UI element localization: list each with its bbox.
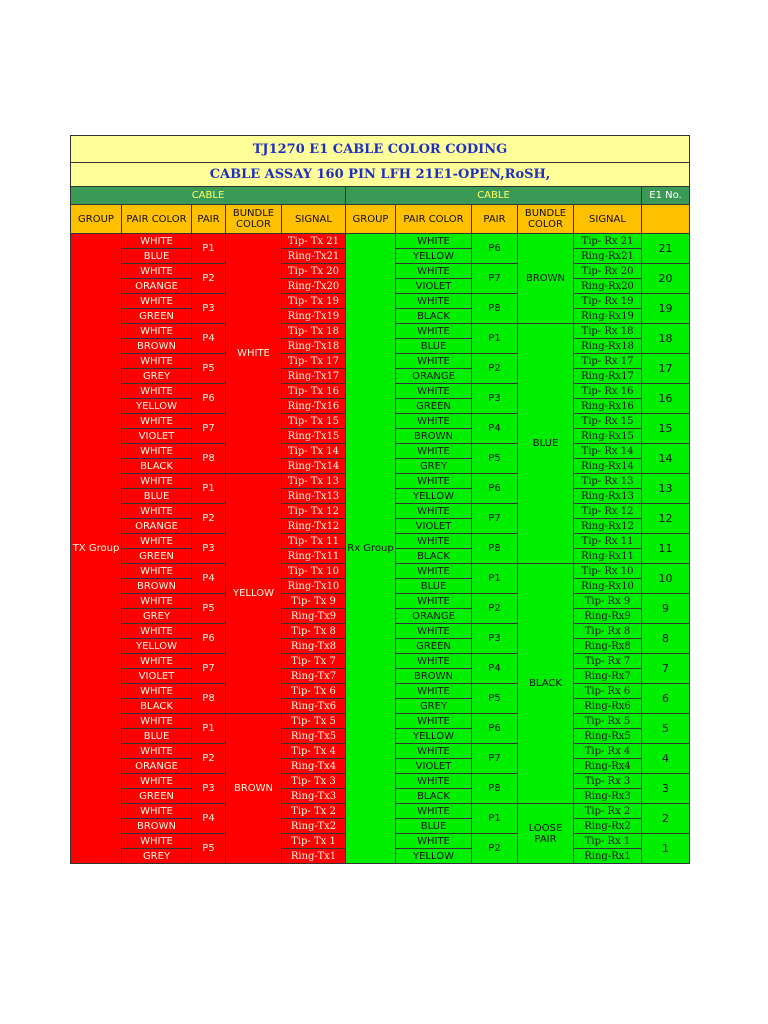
tx-signal-tip: Tip- Tx 21 xyxy=(282,234,346,249)
rx-signal-ring: Ring-Rx18 xyxy=(574,339,642,354)
rx-signal-tip: Tip- Rx 5 xyxy=(574,714,642,729)
rx-pair-number: P2 xyxy=(472,354,518,384)
e1-number: 10 xyxy=(642,564,690,594)
tx-pair-color-2: GREEN xyxy=(122,549,192,564)
tx-pair-number: P7 xyxy=(192,654,226,684)
tx-pair-color-1: WHITE xyxy=(122,534,192,549)
rx-signal-ring: Ring-Rx6 xyxy=(574,699,642,714)
tx-pair-color-1: WHITE xyxy=(122,414,192,429)
rx-signal-tip: Tip- Rx 21 xyxy=(574,234,642,249)
tx-signal-tip: Tip- Tx 13 xyxy=(282,474,346,489)
tx-pair-color-2: BROWN xyxy=(122,339,192,354)
tx-pair-color-2: VIOLET xyxy=(122,429,192,444)
rx-pair-number: P3 xyxy=(472,624,518,654)
rx-pair-color-1: WHITE xyxy=(396,294,472,309)
rx-pair-number: P2 xyxy=(472,594,518,624)
e1-number: 3 xyxy=(642,774,690,804)
rx-signal-tip: Tip- Rx 6 xyxy=(574,684,642,699)
rx-bundle-color: BLUE xyxy=(518,324,574,564)
rx-signal-ring: Ring-Rx19 xyxy=(574,309,642,324)
tx-pair-color-2: GREEN xyxy=(122,309,192,324)
e1-number: 19 xyxy=(642,294,690,324)
tx-signal-tip: Tip- Tx 15 xyxy=(282,414,346,429)
rx-pair-color-2: VIOLET xyxy=(396,519,472,534)
header-pair-rx: PAIR xyxy=(472,205,518,234)
tx-pair-color-2: VIOLET xyxy=(122,669,192,684)
tx-pair-color-1: WHITE xyxy=(122,744,192,759)
tx-pair-color-1: WHITE xyxy=(122,804,192,819)
rx-pair-color-1: WHITE xyxy=(396,474,472,489)
rx-signal-tip: Tip- Rx 13 xyxy=(574,474,642,489)
e1-no-header: E1 No. xyxy=(642,187,690,205)
tx-signal-ring: Ring-Tx5 xyxy=(282,729,346,744)
rx-signal-tip: Tip- Rx 9 xyxy=(574,594,642,609)
rx-bundle-color: BROWN xyxy=(518,234,574,324)
rx-pair-color-1: WHITE xyxy=(396,684,472,699)
tx-signal-ring: Ring-Tx15 xyxy=(282,429,346,444)
tx-pair-color-1: WHITE xyxy=(122,474,192,489)
rx-pair-color-1: WHITE xyxy=(396,504,472,519)
tx-signal-tip: Tip- Tx 1 xyxy=(282,834,346,849)
tx-signal-ring: Ring-Tx14 xyxy=(282,459,346,474)
rx-pair-color-1: WHITE xyxy=(396,234,472,249)
tx-pair-color-1: WHITE xyxy=(122,654,192,669)
rx-signal-ring: Ring-Rx21 xyxy=(574,249,642,264)
tx-pair-color-1: WHITE xyxy=(122,594,192,609)
rx-pair-color-2: BLACK xyxy=(396,789,472,804)
rx-signal-tip: Tip- Rx 14 xyxy=(574,444,642,459)
rx-signal-ring: Ring-Rx2 xyxy=(574,819,642,834)
tx-signal-tip: Tip- Tx 5 xyxy=(282,714,346,729)
tx-pair-number: P2 xyxy=(192,504,226,534)
rx-pair-number: P1 xyxy=(472,564,518,594)
rx-pair-number: P1 xyxy=(472,804,518,834)
rx-signal-tip: Tip- Rx 7 xyxy=(574,654,642,669)
tx-pair-color-1: WHITE xyxy=(122,834,192,849)
rx-pair-number: P5 xyxy=(472,444,518,474)
tx-signal-ring: Ring-Tx20 xyxy=(282,279,346,294)
rx-pair-color-2: YELLOW xyxy=(396,849,472,864)
tx-pair-color-2: YELLOW xyxy=(122,399,192,414)
rx-pair-color-1: WHITE xyxy=(396,804,472,819)
tx-signal-ring: Ring-Tx6 xyxy=(282,699,346,714)
tx-signal-tip: Tip- Tx 4 xyxy=(282,744,346,759)
e1-number: 1 xyxy=(642,834,690,864)
e1-number: 13 xyxy=(642,474,690,504)
tx-pair-color-2: GREY xyxy=(122,849,192,864)
rx-pair-number: P3 xyxy=(472,384,518,414)
rx-pair-number: P4 xyxy=(472,654,518,684)
tx-signal-ring: Ring-Tx21 xyxy=(282,249,346,264)
cable-header-tx: CABLE xyxy=(71,187,346,205)
tx-signal-ring: Ring-Tx1 xyxy=(282,849,346,864)
tx-pair-color-2: GREY xyxy=(122,369,192,384)
rx-pair-color-1: WHITE xyxy=(396,564,472,579)
rx-group-cell: Rx Group xyxy=(346,234,396,864)
tx-pair-color-1: WHITE xyxy=(122,774,192,789)
rx-pair-color-2: GREEN xyxy=(396,399,472,414)
tx-pair-color-2: BLACK xyxy=(122,699,192,714)
rx-pair-number: P7 xyxy=(472,744,518,774)
rx-pair-color-2: VIOLET xyxy=(396,279,472,294)
rx-pair-color-2: YELLOW xyxy=(396,249,472,264)
tx-pair-color-2: BLUE xyxy=(122,729,192,744)
header-e1-blank xyxy=(642,205,690,234)
rx-signal-ring: Ring-Rx10 xyxy=(574,579,642,594)
tx-pair-color-2: GREY xyxy=(122,609,192,624)
rx-pair-color-2: GREY xyxy=(396,459,472,474)
tx-pair-color-1: WHITE xyxy=(122,324,192,339)
tx-signal-ring: Ring-Tx11 xyxy=(282,549,346,564)
tx-pair-color-1: WHITE xyxy=(122,564,192,579)
rx-signal-tip: Tip- Rx 2 xyxy=(574,804,642,819)
rx-pair-color-1: WHITE xyxy=(396,264,472,279)
tx-signal-tip: Tip- Tx 2 xyxy=(282,804,346,819)
rx-signal-ring: Ring-Rx4 xyxy=(574,759,642,774)
rx-signal-ring: Ring-Rx17 xyxy=(574,369,642,384)
tx-pair-color-1: WHITE xyxy=(122,384,192,399)
e1-number: 14 xyxy=(642,444,690,474)
rx-signal-ring: Ring-Rx5 xyxy=(574,729,642,744)
tx-pair-number: P3 xyxy=(192,294,226,324)
tx-pair-color-2: YELLOW xyxy=(122,639,192,654)
rx-pair-color-2: BLUE xyxy=(396,579,472,594)
tx-signal-tip: Tip- Tx 6 xyxy=(282,684,346,699)
tx-pair-number: P1 xyxy=(192,234,226,264)
tx-pair-color-2: BLUE xyxy=(122,249,192,264)
tx-pair-number: P1 xyxy=(192,714,226,744)
tx-signal-tip: Tip- Tx 14 xyxy=(282,444,346,459)
header-bundle-color-rx: BUNDLE COLOR xyxy=(518,205,574,234)
tx-pair-number: P2 xyxy=(192,744,226,774)
header-group-tx: GROUP xyxy=(71,205,122,234)
rx-pair-number: P7 xyxy=(472,504,518,534)
rx-signal-ring: Ring-Rx20 xyxy=(574,279,642,294)
tx-pair-number: P5 xyxy=(192,354,226,384)
tx-pair-number: P4 xyxy=(192,804,226,834)
tx-pair-number: P7 xyxy=(192,414,226,444)
tx-signal-tip: Tip- Tx 17 xyxy=(282,354,346,369)
rx-signal-ring: Ring-Rx15 xyxy=(574,429,642,444)
e1-number: 21 xyxy=(642,234,690,264)
tx-signal-ring: Ring-Tx10 xyxy=(282,579,346,594)
e1-number: 12 xyxy=(642,504,690,534)
tx-pair-color-1: WHITE xyxy=(122,264,192,279)
rx-pair-number: P2 xyxy=(472,834,518,864)
e1-number: 9 xyxy=(642,594,690,624)
tx-pair-color-2: BLUE xyxy=(122,489,192,504)
tx-pair-color-2: BROWN xyxy=(122,579,192,594)
rx-pair-color-1: WHITE xyxy=(396,594,472,609)
e1-number: 18 xyxy=(642,324,690,354)
tx-bundle-color: YELLOW xyxy=(226,474,282,714)
rx-signal-tip: Tip- Rx 1 xyxy=(574,834,642,849)
rx-pair-number: P7 xyxy=(472,264,518,294)
tx-signal-tip: Tip- Tx 7 xyxy=(282,654,346,669)
rx-signal-ring: Ring-Rx12 xyxy=(574,519,642,534)
rx-pair-number: P4 xyxy=(472,414,518,444)
rx-signal-ring: Ring-Rx1 xyxy=(574,849,642,864)
tx-pair-number: P6 xyxy=(192,384,226,414)
tx-signal-ring: Ring-Tx13 xyxy=(282,489,346,504)
tx-pair-number: P2 xyxy=(192,264,226,294)
rx-pair-color-1: WHITE xyxy=(396,414,472,429)
rx-signal-ring: Ring-Rx3 xyxy=(574,789,642,804)
rx-pair-color-2: VIOLET xyxy=(396,759,472,774)
e1-number: 15 xyxy=(642,414,690,444)
tx-pair-color-1: WHITE xyxy=(122,684,192,699)
rx-pair-number: P6 xyxy=(472,474,518,504)
tx-signal-tip: Tip- Tx 11 xyxy=(282,534,346,549)
e1-number: 17 xyxy=(642,354,690,384)
tx-pair-color-1: WHITE xyxy=(122,624,192,639)
tx-pair-number: P3 xyxy=(192,534,226,564)
tx-pair-color-2: ORANGE xyxy=(122,279,192,294)
rx-pair-color-1: WHITE xyxy=(396,834,472,849)
rx-bundle-color: BLACK xyxy=(518,564,574,804)
e1-number: 8 xyxy=(642,624,690,654)
rx-pair-color-2: BROWN xyxy=(396,669,472,684)
header-pair-tx: PAIR xyxy=(192,205,226,234)
e1-number: 11 xyxy=(642,534,690,564)
tx-pair-number: P4 xyxy=(192,564,226,594)
rx-signal-tip: Tip- Rx 4 xyxy=(574,744,642,759)
rx-pair-color-1: WHITE xyxy=(396,534,472,549)
rx-pair-number: P5 xyxy=(472,684,518,714)
tx-pair-color-2: BROWN xyxy=(122,819,192,834)
header-pair-color-tx: PAIR COLOR xyxy=(122,205,192,234)
rx-signal-tip: Tip- Rx 8 xyxy=(574,624,642,639)
tx-signal-ring: Ring-Tx12 xyxy=(282,519,346,534)
cable-header-rx: CABLE xyxy=(346,187,642,205)
rx-pair-number: P6 xyxy=(472,714,518,744)
rx-pair-color-2: BLACK xyxy=(396,549,472,564)
tx-signal-tip: Tip- Tx 12 xyxy=(282,504,346,519)
rx-pair-number: P1 xyxy=(472,324,518,354)
tx-signal-tip: Tip- Tx 20 xyxy=(282,264,346,279)
header-pair-color-rx: PAIR COLOR xyxy=(396,205,472,234)
tx-pair-color-1: WHITE xyxy=(122,294,192,309)
rx-pair-color-2: GREY xyxy=(396,699,472,714)
tx-bundle-color: BROWN xyxy=(226,714,282,864)
rx-pair-color-2: ORANGE xyxy=(396,369,472,384)
header-signal-rx: SIGNAL xyxy=(574,205,642,234)
rx-signal-tip: Tip- Rx 3 xyxy=(574,774,642,789)
rx-pair-color-1: WHITE xyxy=(396,384,472,399)
tx-signal-tip: Tip- Tx 16 xyxy=(282,384,346,399)
rx-signal-tip: Tip- Rx 19 xyxy=(574,294,642,309)
tx-signal-tip: Tip- Tx 9 xyxy=(282,594,346,609)
tx-pair-color-1: WHITE xyxy=(122,234,192,249)
rx-pair-color-1: WHITE xyxy=(396,774,472,789)
tx-signal-ring: Ring-Tx3 xyxy=(282,789,346,804)
tx-pair-number: P8 xyxy=(192,684,226,714)
tx-pair-color-2: BLACK xyxy=(122,459,192,474)
tx-signal-ring: Ring-Tx8 xyxy=(282,639,346,654)
tx-pair-color-2: ORANGE xyxy=(122,519,192,534)
rx-signal-ring: Ring-Rx7 xyxy=(574,669,642,684)
rx-pair-color-2: BLUE xyxy=(396,819,472,834)
tx-signal-ring: Ring-Tx4 xyxy=(282,759,346,774)
rx-pair-color-1: WHITE xyxy=(396,444,472,459)
rx-signal-ring: Ring-Rx11 xyxy=(574,549,642,564)
rx-pair-color-2: YELLOW xyxy=(396,729,472,744)
rx-pair-number: P8 xyxy=(472,294,518,324)
e1-number: 20 xyxy=(642,264,690,294)
tx-pair-color-1: WHITE xyxy=(122,444,192,459)
tx-signal-ring: Ring-Tx2 xyxy=(282,819,346,834)
tx-signal-ring: Ring-Tx7 xyxy=(282,669,346,684)
rx-pair-color-1: WHITE xyxy=(396,324,472,339)
rx-pair-color-1: WHITE xyxy=(396,354,472,369)
rx-bundle-color: LOOSE PAIR xyxy=(518,804,574,864)
header-bundle-color-tx: BUNDLE COLOR xyxy=(226,205,282,234)
tx-pair-color-2: ORANGE xyxy=(122,759,192,774)
tx-pair-number: P5 xyxy=(192,594,226,624)
rx-pair-color-1: WHITE xyxy=(396,624,472,639)
tx-signal-ring: Ring-Tx17 xyxy=(282,369,346,384)
header-signal-tx: SIGNAL xyxy=(282,205,346,234)
tx-pair-color-1: WHITE xyxy=(122,714,192,729)
tx-pair-number: P8 xyxy=(192,444,226,474)
rx-signal-tip: Tip- Rx 20 xyxy=(574,264,642,279)
rx-pair-color-1: WHITE xyxy=(396,714,472,729)
tx-signal-ring: Ring-Tx16 xyxy=(282,399,346,414)
tx-signal-ring: Ring-Tx9 xyxy=(282,609,346,624)
rx-signal-ring: Ring-Rx14 xyxy=(574,459,642,474)
rx-pair-number: P6 xyxy=(472,234,518,264)
e1-number: 16 xyxy=(642,384,690,414)
e1-number: 2 xyxy=(642,804,690,834)
sheet-title: TJ1270 E1 CABLE COLOR CODING xyxy=(71,136,690,163)
tx-pair-color-2: GREEN xyxy=(122,789,192,804)
tx-signal-tip: Tip- Tx 3 xyxy=(282,774,346,789)
tx-pair-number: P1 xyxy=(192,474,226,504)
rx-signal-ring: Ring-Rx8 xyxy=(574,639,642,654)
tx-group-cell: TX Group xyxy=(71,234,122,864)
rx-pair-color-2: YELLOW xyxy=(396,489,472,504)
rx-pair-number: P8 xyxy=(472,534,518,564)
e1-number: 5 xyxy=(642,714,690,744)
rx-signal-ring: Ring-Rx13 xyxy=(574,489,642,504)
tx-pair-number: P6 xyxy=(192,624,226,654)
rx-signal-tip: Tip- Rx 18 xyxy=(574,324,642,339)
tx-pair-color-1: WHITE xyxy=(122,504,192,519)
cable-color-table xyxy=(70,135,690,864)
tx-pair-number: P5 xyxy=(192,834,226,864)
rx-signal-tip: Tip- Rx 15 xyxy=(574,414,642,429)
tx-signal-tip: Tip- Tx 8 xyxy=(282,624,346,639)
e1-number: 7 xyxy=(642,654,690,684)
table-row xyxy=(71,234,690,249)
rx-pair-color-2: GREEN xyxy=(396,639,472,654)
e1-number: 4 xyxy=(642,744,690,774)
tx-bundle-color: WHITE xyxy=(226,234,282,474)
header-group-rx: GROUP xyxy=(346,205,396,234)
rx-pair-color-2: ORANGE xyxy=(396,609,472,624)
rx-pair-number: P8 xyxy=(472,774,518,804)
tx-signal-ring: Ring-Tx19 xyxy=(282,309,346,324)
rx-signal-tip: Tip- Rx 12 xyxy=(574,504,642,519)
rx-pair-color-2: BLACK xyxy=(396,309,472,324)
rx-signal-tip: Tip- Rx 16 xyxy=(574,384,642,399)
rx-signal-ring: Ring-Rx9 xyxy=(574,609,642,624)
tx-pair-number: P3 xyxy=(192,774,226,804)
rx-signal-ring: Ring-Rx16 xyxy=(574,399,642,414)
rx-pair-color-2: BROWN xyxy=(396,429,472,444)
rx-signal-tip: Tip- Rx 11 xyxy=(574,534,642,549)
rx-pair-color-1: WHITE xyxy=(396,744,472,759)
tx-pair-number: P4 xyxy=(192,324,226,354)
tx-signal-tip: Tip- Tx 18 xyxy=(282,324,346,339)
rx-pair-color-2: BLUE xyxy=(396,339,472,354)
tx-signal-ring: Ring-Tx18 xyxy=(282,339,346,354)
tx-signal-tip: Tip- Tx 10 xyxy=(282,564,346,579)
rx-pair-color-1: WHITE xyxy=(396,654,472,669)
sheet-subtitle: CABLE ASSAY 160 PIN LFH 21E1-OPEN,RoSH, xyxy=(71,163,690,187)
e1-number: 6 xyxy=(642,684,690,714)
tx-signal-tip: Tip- Tx 19 xyxy=(282,294,346,309)
rx-signal-tip: Tip- Rx 10 xyxy=(574,564,642,579)
tx-pair-color-1: WHITE xyxy=(122,354,192,369)
rx-signal-tip: Tip- Rx 17 xyxy=(574,354,642,369)
